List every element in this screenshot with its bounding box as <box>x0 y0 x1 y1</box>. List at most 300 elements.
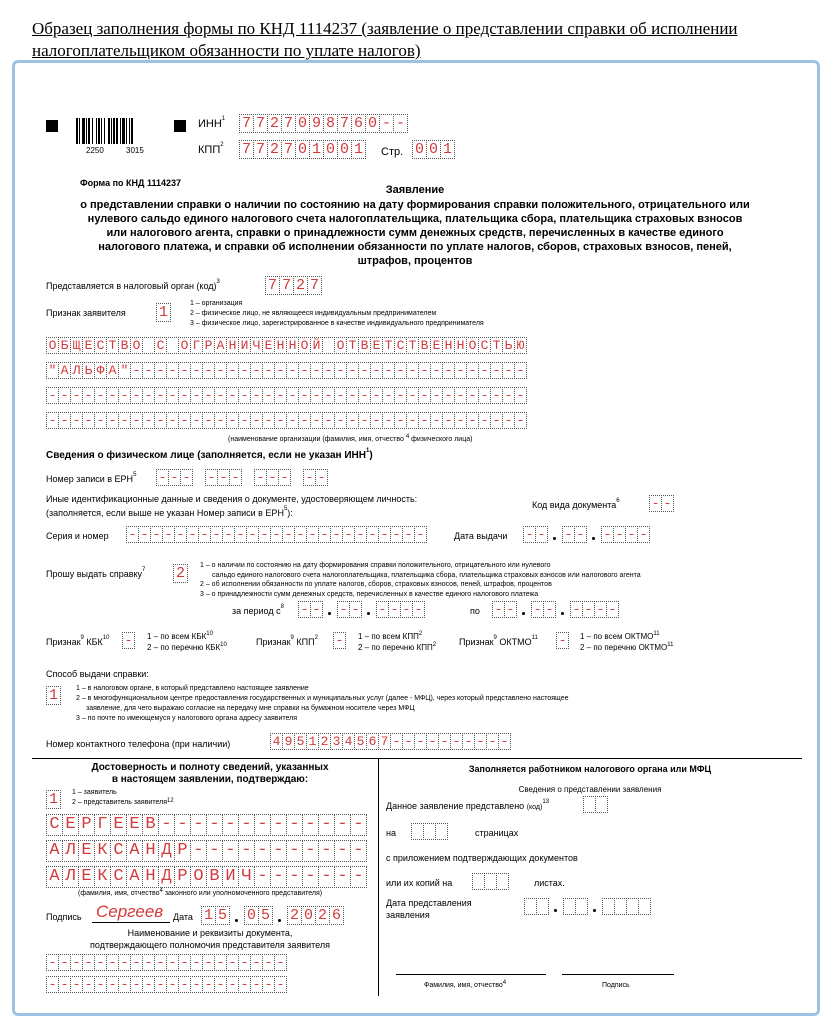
char-cell: - <box>454 362 467 379</box>
char-cell <box>435 823 448 840</box>
char-cell: А <box>58 362 71 379</box>
char-cell: - <box>402 733 415 750</box>
char-cell: - <box>178 387 191 404</box>
char-cell: - <box>142 362 155 379</box>
char-cell: И <box>222 866 239 888</box>
char-cell: - <box>278 469 291 486</box>
sheets-count-field[interactable] <box>472 873 508 890</box>
char-cell: - <box>394 362 407 379</box>
role-field[interactable] <box>46 790 60 809</box>
column-divider <box>378 758 379 996</box>
char-cell: - <box>492 601 505 618</box>
char-cell: - <box>334 866 351 888</box>
char-cell: - <box>226 954 239 971</box>
char-cell: Н <box>142 840 159 862</box>
confirm-heading-2: в настоящем заявлении, подтверждаю: <box>111 774 309 785</box>
char-cell: - <box>350 814 367 836</box>
char-cell: - <box>379 114 394 133</box>
presented-code-field[interactable] <box>583 796 607 813</box>
char-cell <box>496 873 509 890</box>
date-group <box>570 601 618 618</box>
char-cell: - <box>126 526 139 543</box>
char-cell: - <box>454 412 467 429</box>
char-cell: - <box>274 362 287 379</box>
char-cell: Р <box>174 840 191 862</box>
char-cell: Ю <box>514 337 527 354</box>
char-cell: - <box>70 954 83 971</box>
doc-heading-2: подтверждающего полномочия представителя заявителя <box>90 940 330 950</box>
char-cell: - <box>282 526 295 543</box>
char-cell: О <box>466 337 479 354</box>
char-cell: О <box>46 337 59 354</box>
char-cell: - <box>46 976 59 993</box>
char-cell: - <box>166 412 179 429</box>
char-cell: - <box>390 733 403 750</box>
char-cell: - <box>388 601 401 618</box>
request-type-field[interactable] <box>173 564 187 583</box>
cell-row <box>46 866 366 888</box>
char-cell: - <box>570 601 583 618</box>
page-number-field[interactable] <box>412 140 454 159</box>
char-cell: И <box>238 337 251 354</box>
char-cell: - <box>286 814 303 836</box>
char-cell: - <box>318 526 331 543</box>
date-dot <box>328 612 331 615</box>
char-cell: 2 <box>173 564 188 583</box>
char-cell: - <box>478 362 491 379</box>
char-cell: Т <box>406 337 419 354</box>
char-cell: - <box>442 362 455 379</box>
char-cell: - <box>270 866 287 888</box>
char-cell: - <box>166 387 179 404</box>
char-cell: - <box>270 526 283 543</box>
char-cell: 5 <box>215 906 230 925</box>
date-group <box>524 898 548 915</box>
char-cell: - <box>142 412 155 429</box>
kbk-sign-label: Признак <box>46 637 81 647</box>
char-cell: - <box>58 954 71 971</box>
oktmo-opt1: 1 – по всем ОКТМО <box>580 632 654 641</box>
char-cell: 0 <box>426 140 441 159</box>
char-cell: - <box>222 526 235 543</box>
char-cell: 7 <box>281 114 296 133</box>
char-cell: - <box>346 412 359 429</box>
request-label: Прошу выдать справку <box>46 569 143 579</box>
barcode-bar <box>120 118 121 144</box>
erp-group <box>156 469 192 486</box>
role-opt1: 1 – заявитель <box>72 789 117 796</box>
char-cell: - <box>158 814 175 836</box>
char-cell: - <box>206 840 223 862</box>
char-cell: 4 <box>342 733 355 750</box>
char-cell: - <box>238 976 251 993</box>
barcode-bar <box>92 118 93 144</box>
delivery-options: 1 – в налоговом органе, в который представлено настоящее заявление 2 – в многофункциональном центре предоставления государственных и муниципальных услуг (далее - МФЦ), через который представлено настоящее заявление, для чего выражаю согласие на передачу мне справки на бумажном носителе через МФЦ 3 – по почте по имеющемуся у налогового органа адресу заявителя <box>76 685 569 722</box>
char-cell: - <box>406 412 419 429</box>
char-cell <box>638 898 651 915</box>
oktmo-sign-label: Признак <box>459 637 494 647</box>
char-cell: - <box>466 387 479 404</box>
cell-row <box>46 337 526 354</box>
char-cell: - <box>625 526 638 543</box>
char-cell: - <box>238 954 251 971</box>
pages-label: страницах <box>475 828 519 838</box>
char-cell: - <box>82 976 95 993</box>
char-cell: Р <box>174 866 191 888</box>
kpp-opt2: 2 – по перечню КПП <box>358 643 433 652</box>
char-cell: - <box>202 412 215 429</box>
char-cell: - <box>250 976 263 993</box>
char-cell: А <box>126 840 143 862</box>
char-cell: Н <box>454 337 467 354</box>
char-cell: 0 <box>295 140 310 159</box>
char-cell: 1 <box>46 686 61 705</box>
char-cell: - <box>370 362 383 379</box>
oktmo-sign-field[interactable] <box>556 632 568 649</box>
char-cell: - <box>394 412 407 429</box>
char-cell: 1 <box>201 906 216 925</box>
char-cell: - <box>330 526 343 543</box>
tax-organ-code-field[interactable] <box>265 276 321 295</box>
delivery-label: Способ выдачи справки: <box>46 669 149 679</box>
char-cell: - <box>190 412 203 429</box>
date-group <box>562 526 586 543</box>
char-cell: - <box>190 840 207 862</box>
request-options: 1 – о наличии по состоянию на дату формирования справки положительного, отрицательного или нулевого сальдо единого налогового счета налогоплательщика, плательщика сбора, плательщика страховых взносов или налогового агента 2 – об исполнении обязанности по уплате налогов, сборов, страховых взносов, пеней, штрафов, процентов 3 – о принадлежности сумм денежных средств, перечисленных в качестве единого налогового платежа <box>200 562 641 598</box>
char-cell: Р <box>202 337 215 354</box>
char-cell: - <box>190 362 203 379</box>
char-cell: - <box>250 387 263 404</box>
pages-count-field[interactable] <box>411 823 447 840</box>
period-label: за период с <box>232 606 281 616</box>
char-cell: - <box>226 387 239 404</box>
erp-group <box>254 469 290 486</box>
char-cell: - <box>118 412 131 429</box>
char-cell: О <box>178 337 191 354</box>
char-cell: 5 <box>258 906 273 925</box>
char-cell: - <box>649 495 662 512</box>
char-cell: - <box>202 387 215 404</box>
date-group <box>523 526 547 543</box>
char-cell: - <box>412 601 425 618</box>
date-group <box>376 601 424 618</box>
char-cell: С <box>154 337 167 354</box>
char-cell: - <box>162 526 175 543</box>
char-cell: Е <box>370 337 383 354</box>
barcode-bar <box>129 118 130 144</box>
char-cell: - <box>333 632 346 649</box>
barcode-bar <box>104 118 105 144</box>
doc-code-field[interactable] <box>649 495 673 512</box>
date-dot <box>553 537 556 540</box>
char-cell: - <box>637 526 650 543</box>
char-cell: - <box>154 362 167 379</box>
sheets-label: листах. <box>534 878 565 888</box>
char-cell: - <box>302 866 319 888</box>
char-cell: - <box>106 976 119 993</box>
char-cell: - <box>298 601 311 618</box>
applicant-options: 1 – организация 2 – физическое лицо, не являющееся индивидуальным предпринимателем 3 – физическое лицо, зарегистрированное в качестве индивидуального предпринимателя <box>190 300 484 327</box>
staff-heading: Заполняется работником налогового органа или МФЦ <box>468 764 712 774</box>
char-cell <box>536 898 549 915</box>
form-subheading: о представлении справки о наличии по состоянию на дату формирования справки положительного, отрицательного или нулевого сальдо единого налогового счета налогоплательщика, плательщика сбора, плательщика страховых взносов или налогового агента, справки о принадлежности сумм денежных средств, перечисленных в качестве единого налогового платежа, и справки об исполнении обязанности по уплате налогов, сборов, страховых взносов, пеней, штрафов, процентов <box>80 199 750 267</box>
signature: Сергеев <box>96 902 164 921</box>
char-cell: - <box>190 954 203 971</box>
char-cell: - <box>238 387 251 404</box>
char-cell: - <box>217 469 230 486</box>
char-cell: - <box>70 976 83 993</box>
issue-date-label: Дата выдачи <box>454 531 508 541</box>
char-cell: - <box>406 387 419 404</box>
char-cell: - <box>382 362 395 379</box>
char-cell: - <box>262 362 275 379</box>
char-cell: - <box>190 814 207 836</box>
char-cell: - <box>180 469 193 486</box>
date-presented-label-1: Дата представления <box>386 898 472 908</box>
period-to-label: по <box>470 606 480 616</box>
char-cell: - <box>229 469 242 486</box>
char-cell: В <box>142 814 159 836</box>
char-cell: А <box>46 840 63 862</box>
char-cell: Ч <box>238 866 255 888</box>
char-cell: - <box>346 362 359 379</box>
date-group <box>337 601 361 618</box>
char-cell: 1 <box>351 140 366 159</box>
char-cell: К <box>94 866 111 888</box>
date-group <box>298 601 322 618</box>
char-cell: Н <box>226 337 239 354</box>
char-cell: 4 <box>270 733 283 750</box>
date-group <box>244 906 272 925</box>
char-cell: - <box>238 412 251 429</box>
signature-line <box>92 922 170 923</box>
char-cell: - <box>302 814 319 836</box>
char-cell: - <box>166 976 179 993</box>
char-cell: 2 <box>315 906 330 925</box>
char-cell: 1 <box>156 303 171 322</box>
char-cell: - <box>70 387 83 404</box>
char-cell: - <box>118 976 131 993</box>
barcode-number-right: 3015 <box>126 146 144 155</box>
char-cell: - <box>274 412 287 429</box>
char-cell: 2 <box>267 114 282 133</box>
staff-fio-line <box>396 974 546 975</box>
char-cell: - <box>142 387 155 404</box>
char-cell: 0 <box>323 140 338 159</box>
char-cell: " <box>118 362 131 379</box>
series-number-field[interactable] <box>126 526 426 543</box>
char-cell: - <box>382 387 395 404</box>
char-cell: - <box>270 840 287 862</box>
char-cell: - <box>154 387 167 404</box>
char-cell: Т <box>382 337 395 354</box>
char-cell: - <box>490 362 503 379</box>
char-cell: Т <box>106 337 119 354</box>
date-dot <box>592 537 595 540</box>
char-cell: Б <box>58 337 71 354</box>
barcode-bar <box>76 118 78 144</box>
char-cell: - <box>202 362 215 379</box>
char-cell: - <box>322 362 335 379</box>
kpp-field[interactable] <box>239 140 365 159</box>
char-cell: - <box>214 387 227 404</box>
char-cell: - <box>168 469 181 486</box>
char-cell: 9 <box>309 114 324 133</box>
char-cell: Е <box>430 337 443 354</box>
char-cell: - <box>210 526 223 543</box>
phone-field[interactable] <box>270 733 510 750</box>
char-cell: 9 <box>282 733 295 750</box>
char-cell: - <box>582 601 595 618</box>
presented-label: Данное заявление представлено <box>386 801 525 811</box>
char-cell: 6 <box>329 906 344 925</box>
char-cell: - <box>306 526 319 543</box>
char-cell: - <box>94 387 107 404</box>
char-cell: - <box>94 954 107 971</box>
char-cell: 2 <box>293 276 308 295</box>
char-cell: - <box>334 387 347 404</box>
char-cell: - <box>286 362 299 379</box>
char-cell: 7 <box>378 733 391 750</box>
char-cell: - <box>154 954 167 971</box>
char-cell: - <box>310 412 323 429</box>
char-cell: - <box>130 976 143 993</box>
cell-row <box>46 412 526 429</box>
char-cell: 7 <box>265 276 280 295</box>
barcode <box>46 116 186 158</box>
char-cell: - <box>342 526 355 543</box>
fio-caption: (фамилия, имя, отчество <box>78 890 160 897</box>
char-cell: - <box>198 526 211 543</box>
char-cell: - <box>178 954 191 971</box>
char-cell: 8 <box>323 114 338 133</box>
char-cell: Г <box>190 337 203 354</box>
char-cell: 3 <box>330 733 343 750</box>
char-cell: - <box>322 412 335 429</box>
char-cell: - <box>254 866 271 888</box>
char-cell: О <box>130 337 143 354</box>
char-cell: - <box>234 526 247 543</box>
char-cell: - <box>178 412 191 429</box>
char-cell: 7 <box>253 114 268 133</box>
char-cell: 1 <box>46 790 61 809</box>
char-cell: - <box>226 412 239 429</box>
char-cell: - <box>222 840 239 862</box>
char-cell: - <box>258 526 271 543</box>
char-cell: - <box>106 954 119 971</box>
char-cell: Д <box>158 866 175 888</box>
char-cell: 5 <box>294 733 307 750</box>
char-cell: - <box>130 362 143 379</box>
char-cell: Т <box>346 337 359 354</box>
char-cell: - <box>294 526 307 543</box>
char-cell: - <box>303 469 316 486</box>
char-cell: - <box>490 412 503 429</box>
char-cell: - <box>82 954 95 971</box>
char-cell: - <box>222 814 239 836</box>
page-title: Образец заполнения формы по КНД 1114237 (заявление о представлении справки об исполнении налогоплательщиком обязанности по уплате налогов) <box>32 19 738 60</box>
char-cell: Е <box>262 337 275 354</box>
char-cell: О <box>298 337 311 354</box>
person-heading: Сведения о физическом лице (заполняется, если не указан ИНН <box>46 450 366 461</box>
char-cell: - <box>606 601 619 618</box>
char-cell: - <box>350 866 367 888</box>
char-cell: - <box>82 412 95 429</box>
char-cell: - <box>178 362 191 379</box>
page-label: Стр. <box>381 146 404 158</box>
char-cell: 1 <box>306 733 319 750</box>
char-cell: - <box>46 412 59 429</box>
char-cell: Ь <box>82 362 95 379</box>
series-label: Серия и номер <box>46 531 109 541</box>
char-cell: - <box>350 840 367 862</box>
inn-field[interactable] <box>239 114 407 133</box>
char-cell: О <box>190 866 207 888</box>
char-cell: - <box>454 387 467 404</box>
char-cell: - <box>334 840 351 862</box>
kpp-sign-field[interactable] <box>333 632 345 649</box>
char-cell: - <box>262 954 275 971</box>
char-cell: - <box>442 412 455 429</box>
kpp-sign-label: Признак <box>256 637 291 647</box>
char-cell: - <box>254 814 271 836</box>
char-cell: - <box>430 362 443 379</box>
char-cell: - <box>376 601 389 618</box>
char-cell: - <box>310 362 323 379</box>
char-cell: Г <box>94 814 111 836</box>
char-cell: - <box>430 387 443 404</box>
cell-row <box>46 362 526 379</box>
char-cell: А <box>46 866 63 888</box>
char-cell: - <box>430 412 443 429</box>
applicant-sign-field[interactable] <box>156 303 170 322</box>
char-cell: - <box>214 412 227 429</box>
char-cell: - <box>286 412 299 429</box>
char-cell: В <box>418 337 431 354</box>
char-cell: - <box>462 733 475 750</box>
barcode-bar <box>98 118 100 144</box>
char-cell: - <box>190 387 203 404</box>
char-cell: - <box>298 362 311 379</box>
char-cell: Л <box>62 866 79 888</box>
date-group <box>287 906 343 925</box>
char-cell: - <box>478 387 491 404</box>
char-cell: - <box>474 733 487 750</box>
on-label: на <box>386 828 396 838</box>
char-cell: - <box>122 632 135 649</box>
char-cell: - <box>154 976 167 993</box>
char-cell: Е <box>78 840 95 862</box>
delivery-method-field[interactable] <box>46 686 60 705</box>
barcode-bar <box>126 118 127 144</box>
char-cell: - <box>418 362 431 379</box>
char-cell: - <box>556 632 569 649</box>
char-cell: - <box>514 387 527 404</box>
char-cell: - <box>174 814 191 836</box>
erp-label: Номер записи в ЕРН <box>46 474 134 484</box>
kbk-sign-field[interactable] <box>122 632 134 649</box>
char-cell: А <box>126 866 143 888</box>
char-cell <box>595 796 608 813</box>
char-cell: Ч <box>250 337 263 354</box>
char-cell: Н <box>442 337 455 354</box>
char-cell: - <box>238 814 255 836</box>
char-cell: - <box>106 412 119 429</box>
char-cell: 0 <box>365 114 380 133</box>
char-cell: 7 <box>239 114 254 133</box>
char-cell: - <box>238 840 255 862</box>
char-cell: - <box>418 387 431 404</box>
